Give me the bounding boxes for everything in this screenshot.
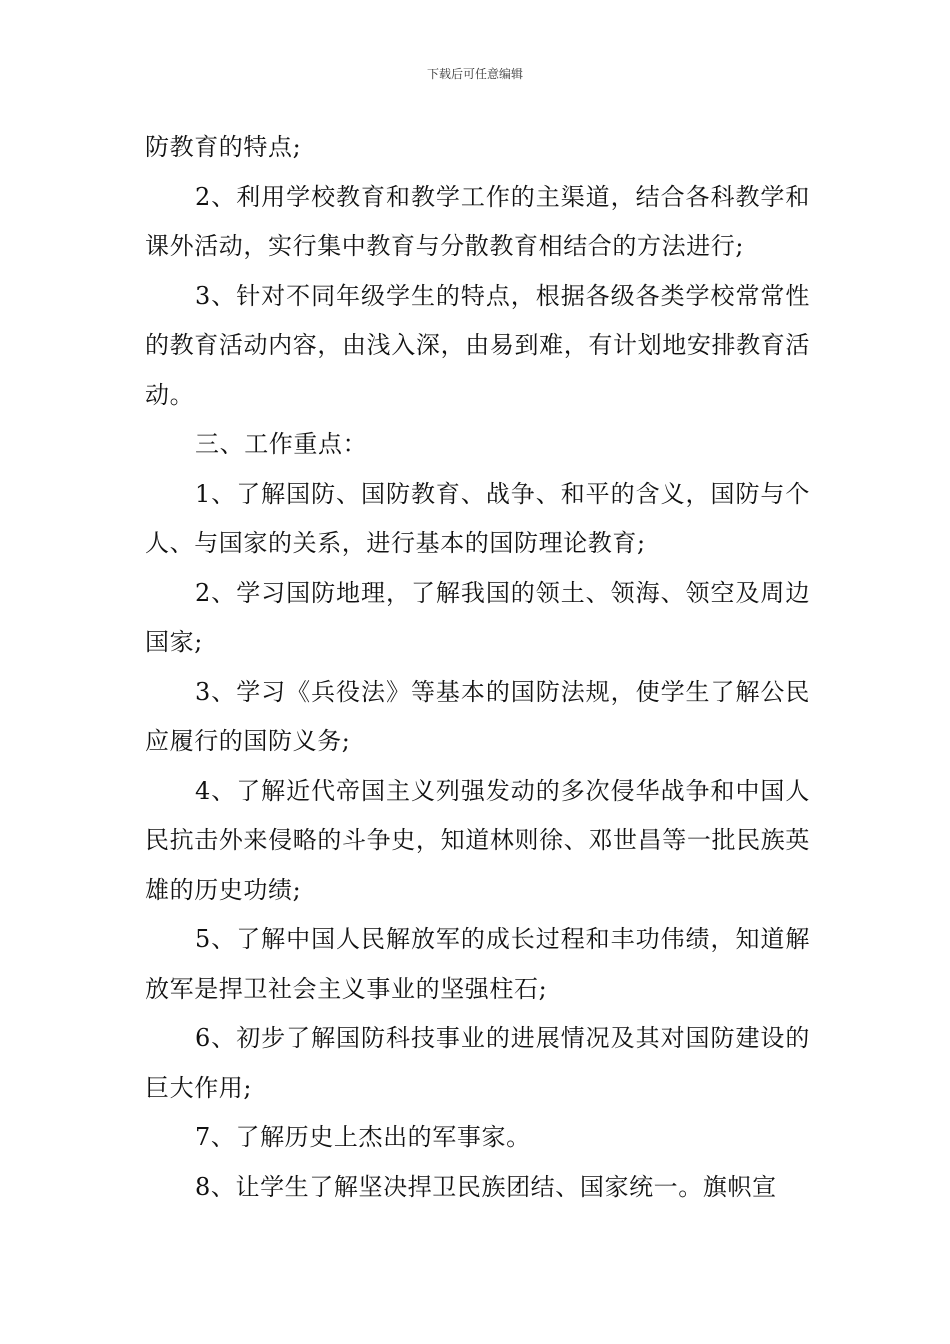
paragraph: 2、学习国防地理，了解我国的领土、领海、领空及周边国家; — [145, 578, 810, 656]
paragraph: 1、了解国防、国防教育、战争、和平的含义，国防与个人、与国家的关系，进行基本的国防理论教育; — [145, 479, 810, 557]
paragraph: 3、针对不同年级学生的特点，根据各级各类学校常常性的教育活动内容，由浅入深，由易到难，有计划地安排教育活动。 — [145, 281, 810, 409]
paragraph: 2、利用学校教育和教学工作的主渠道，结合各科教学和课外活动，实行集中教育与分散教育相结合的方法进行; — [145, 182, 810, 260]
paragraph: 3、学习《兵役法》等基本的国防法规，使学生了解公民应履行的国防义务; — [145, 677, 810, 755]
paragraph: 4、了解近代帝国主义列强发动的多次侵华战争和中国人民抗击外来侵略的斗争史，知道林则徐、邓世昌等一批民族英雄的历史功绩; — [145, 776, 810, 904]
paragraph: 防教育的特点; — [145, 133, 302, 161]
paragraph: 7、了解历史上杰出的军事家。 — [195, 1123, 531, 1151]
paragraph: 8、让学生了解坚决捍卫民族团结、国家统一。旗帜宣 — [195, 1172, 777, 1201]
document-body — [145, 123, 810, 1212]
page-header: 下载后可任意编辑 — [426, 67, 523, 81]
paragraph: 6、初步了解国防科技事业的进展情况及其对国防建设的巨大作用; — [145, 1024, 810, 1102]
paragraph: 5、了解中国人民解放军的成长过程和丰功伟绩，知道解放军是捍卫社会主义事业的坚强柱石; — [145, 925, 810, 1003]
section-heading: 三、工作重点： — [195, 430, 368, 458]
